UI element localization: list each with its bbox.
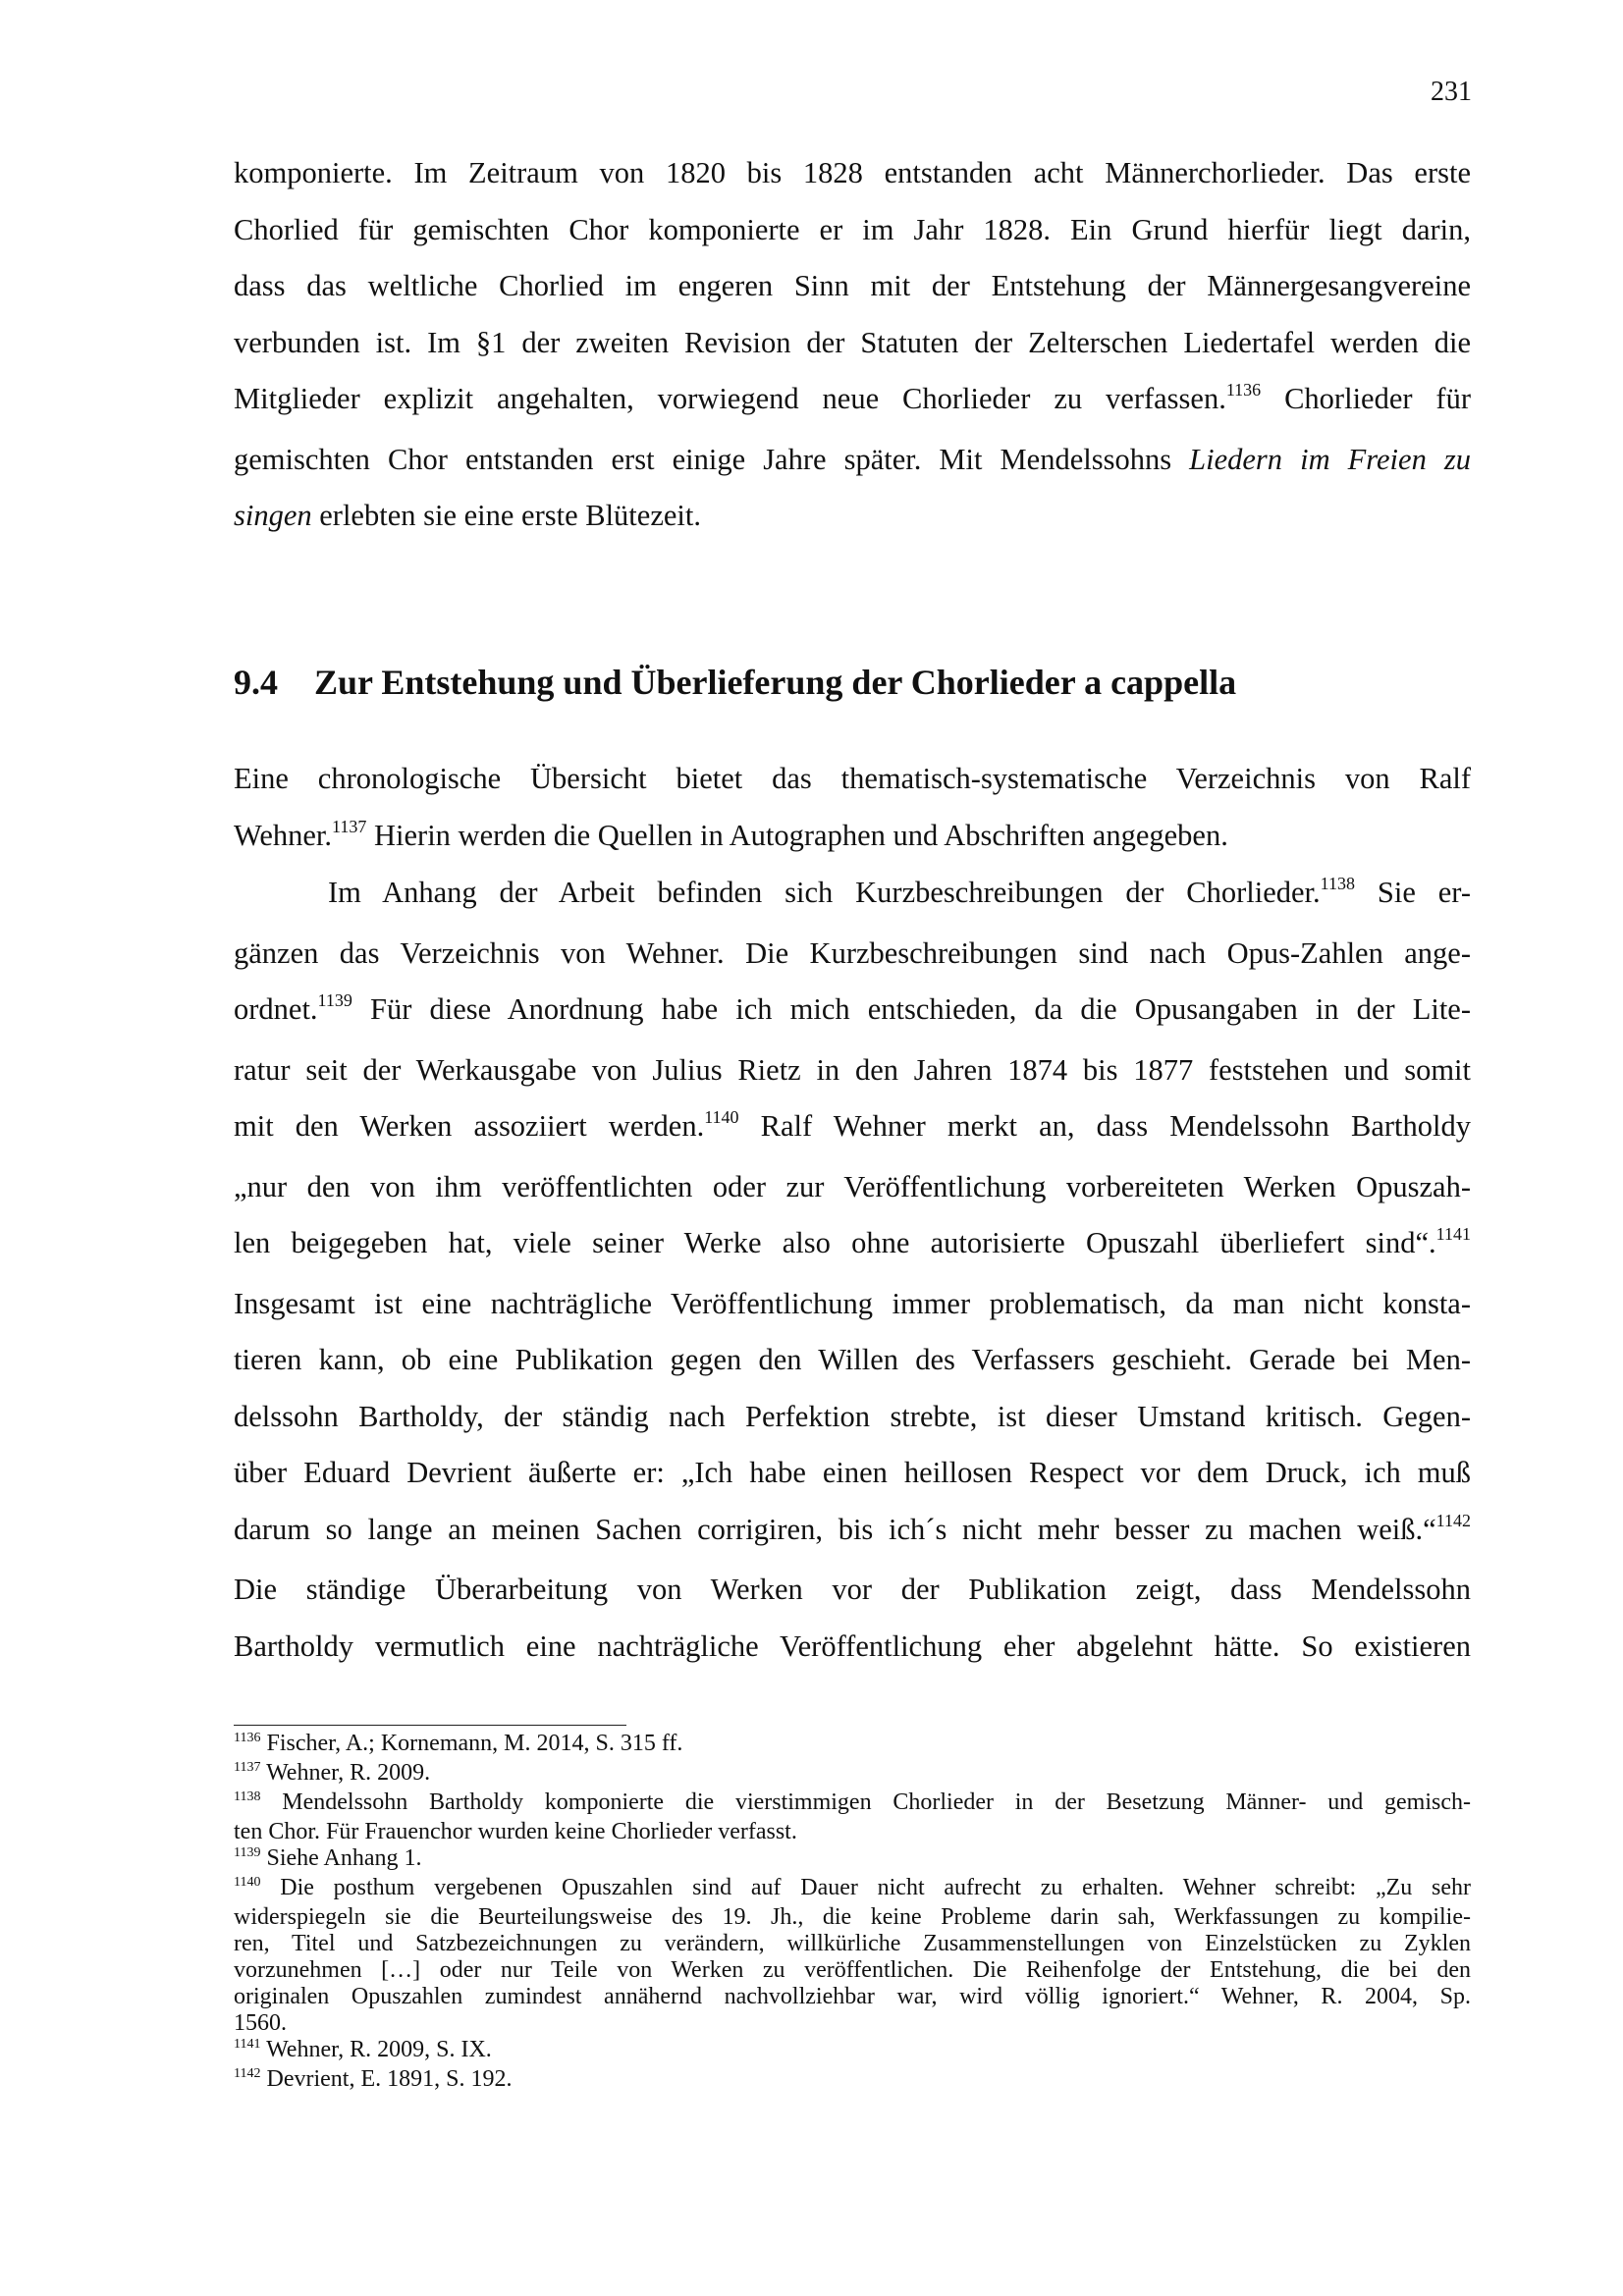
text-line: darum so lange an meinen Sachen corrigiren, bis ich´s nicht mehr besser zu machen weiß.“$^{1142}$: [234, 1510, 1471, 1546]
footnote: $^{1140}$ Die posthum vergebenen Opuszahlen sind auf Dauer nicht aufrecht zu erhalten. Wehner schreibt: „Zu sehr widerspiegeln sie die Beurteilungsweise des 19. Jh., die keine Probleme darin sah, Werkfassungen zu kompilie- ren, Titel und Satzbezeichnungen zu verändern, willkürliche Zusammenstellungen von Einzelstücken zu Zyklen vorzunehmen […] oder nur Teile von Werken zu veröffentlichen. Die Reihenfolge der Entstehung, die bei den originalen Opuszahlen zumindest annähernd nachvollziehbar war, wird völlig ignoriert.“ Wehner, R. 2004, Sp. 1560.: [234, 1875, 1472, 2036]
footnote-ref[interactable]: 1141: [1435, 1224, 1471, 1244]
text-line: Eine chronologische Übersicht bietet das thematisch-systematische Verzeichnis von Ralf: [234, 762, 1471, 795]
footnote-number: 1139: [234, 1845, 261, 1860]
text-line: Bartholdy vermutlich eine nachträgliche Veröffentlichung eher abgelehnt hätte. So existieren: [234, 1629, 1471, 1663]
text-line: delssohn Bartholdy, der ständig nach Perfektion strebte, ist dieser Umstand kritisch. Gegen-: [234, 1399, 1471, 1433]
section-number: 9.4: [234, 663, 278, 702]
text-line: Insgesamt ist eine nachträgliche Veröffentlichung immer problematisch, da man nicht konsta-: [234, 1286, 1471, 1320]
footnote-ref[interactable]: 1138: [1320, 874, 1355, 893]
footnote: $^{1136}$ Fischer, A.; Kornemann, M. 2014, S. 315 ff.: [234, 1731, 683, 1756]
text-line: Wehner.$^{1137}$ Hierin werden die Quellen in Autographen und Abschriften angegeben.: [234, 816, 1228, 852]
footnote-number: 1136: [234, 1731, 261, 1745]
footnote-ref[interactable]: 1139: [317, 990, 352, 1010]
footnote-ref[interactable]: 1137: [332, 816, 367, 836]
text-line: ratur seit der Werkausgabe von Julius Rietz in den Jahren 1874 bis 1877 feststehen und somit: [234, 1052, 1471, 1087]
paragraph-intro: [234, 145, 1471, 545]
text-line: verbunden ist. Im §1 der zweiten Revision der Statuten der Zelterschen Liedertafel werden die: [234, 325, 1471, 359]
text-line: „nur den von ihm veröffentlichten oder zur Veröffentlichung vorbereiteten Werken Opuszah-: [234, 1169, 1471, 1203]
footnote: $^{1139}$ Siehe Anhang 1.: [234, 1845, 422, 1871]
text-line: tieren kann, ob eine Publikation gegen den Willen des Verfassers geschieht. Gerade bei Men-: [234, 1343, 1471, 1376]
text-line: Chorlied für gemischten Chor komponierte er im Jahr 1828. Ein Grund hierfür liegt darin,: [234, 212, 1471, 246]
text-line: gänzen das Verzeichnis von Wehner. Die Kurzbeschreibungen sind nach Opus-Zahlen ange-: [234, 935, 1471, 970]
text-line: Mitglieder explizit angehalten, vorwiegend neue Chorlieder zu verfassen.$^{1136}$ Chorlieder für: [234, 380, 1471, 415]
footnote-number: 1142: [234, 2066, 261, 2081]
footnote-divider: [234, 1725, 626, 1726]
paragraph-main: [234, 865, 1471, 1675]
text-line: len beigegeben hat, viele seiner Werke also ohne autorisierte Opuszahl überliefert sind“.$^{1141}$: [234, 1224, 1471, 1259]
page-number: 231: [1431, 77, 1472, 107]
footnote-number: 1140: [234, 1875, 261, 1890]
text-line: komponierte. Im Zeitraum von 1820 bis 1828 entstanden acht Männerchorlieder. Das erste: [234, 156, 1471, 189]
footnote: $^{1142}$ Devrient, E. 1891, S. 192.: [234, 2066, 513, 2092]
footnote: $^{1141}$ Wehner, R. 2009, S. IX.: [234, 2037, 492, 2062]
footnote: $^{1137}$ Wehner, R. 2009.: [234, 1760, 431, 1786]
text-line: gemischten Chor entstanden erst einige Jahre später. Mit Mendelssohns Liedern im Freien zu: [234, 442, 1472, 476]
text-line: dass das weltliche Chorlied im engeren Sinn mit der Entstehung der Männergesangvereine: [234, 269, 1471, 302]
text-line: über Eduard Devrient äußerte er: „Ich habe einen heillosen Respect vor dem Druck, ich muß: [234, 1456, 1471, 1489]
footnote-number: 1137: [234, 1760, 261, 1775]
text-line: ordnet.$^{1139}$ Für diese Anordnung habe ich mich entschieden, da die Opusangaben in der Lite-: [234, 990, 1471, 1026]
footnote: $^{1138}$ Mendelssohn Bartholdy komponierte die vierstimmigen Chorlieder in der Besetzung Männer- und gemisch- ten Chor. Für Frauenchor wurden keine Chorlieder verfasst.: [234, 1789, 1472, 1844]
footnote-ref[interactable]: 1140: [704, 1107, 739, 1127]
footnote-ref[interactable]: 1136: [1225, 380, 1262, 400]
section-title: Zur Entstehung und Überlieferung der Chorlieder a cappella: [314, 663, 1237, 702]
footnote-ref[interactable]: 1142: [1435, 1510, 1471, 1530]
section-heading: [234, 662, 1236, 703]
footnotes: [234, 1731, 1471, 2096]
text-line: Die ständige Überarbeitung von Werken vor der Publikation zeigt, dass Mendelssohn: [234, 1573, 1471, 1606]
text-line: Im Anhang der Arbeit befinden sich Kurzbeschreibungen der Chorlieder.$^{1138}$ Sie er-: [328, 874, 1471, 909]
footnote-number: 1138: [234, 1789, 261, 1804]
paragraph-overview: [234, 751, 1471, 868]
text-line: mit den Werken assoziiert werden.$^{1140}$ Ralf Wehner merkt an, dass Mendelssohn Bartholdy: [234, 1107, 1472, 1143]
footnote-number: 1141: [234, 2037, 261, 2052]
text-line: singen erlebten sie eine erste Blütezeit.: [234, 499, 701, 532]
